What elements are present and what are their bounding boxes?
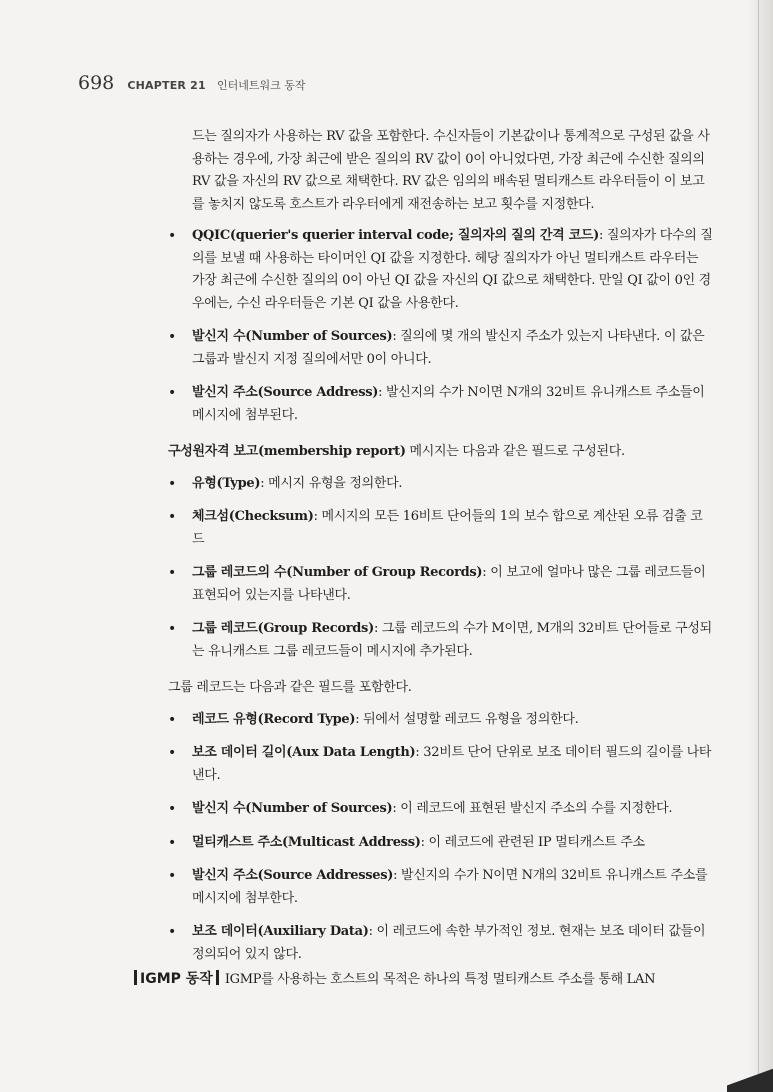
field-desc: : 질의에 몇 개의 발신지 주소가 있는지 나타낸다. 이 값은 그룹과 발신지 지정 질의에서만 0이 아니다. bbox=[192, 329, 705, 367]
field-term: 체크섬(Checksum) bbox=[192, 509, 314, 524]
field-term: 발신지 수(Number of Sources) bbox=[192, 329, 393, 344]
page-edge-line bbox=[758, 0, 759, 1092]
field-desc: : 그룹 레코드의 수가 M이면, M개의 32비트 단어들로 구성되는 유니캐스트 그룹 레코드들이 메시지에 추가된다. bbox=[192, 621, 712, 659]
bullet-icon: • bbox=[168, 509, 177, 525]
group-record-field-list bbox=[168, 709, 714, 967]
bullet-icon: • bbox=[168, 621, 177, 637]
report-intro-text: 메시지는 다음과 같은 필드로 구성된다. bbox=[405, 444, 625, 459]
field-term: 발신지 주소(Source Addresses) bbox=[192, 868, 394, 883]
list-item bbox=[168, 618, 714, 663]
running-header bbox=[78, 72, 305, 102]
field-desc: : 발신지의 수가 N이면 N개의 32비트 유니캐스트 주소들이 메시지에 첨부된다. bbox=[192, 385, 705, 423]
field-desc: : 이 레코드에 관련된 IP 멀티캐스트 주소 bbox=[420, 834, 645, 850]
page-number: 698 bbox=[78, 72, 115, 94]
field-term: 멀티캐스트 주소(Multicast Address) bbox=[192, 834, 421, 850]
bullet-icon: • bbox=[168, 801, 177, 817]
report-term: 구성원자격 보고(membership report) bbox=[168, 444, 406, 459]
query-field-list bbox=[168, 225, 714, 427]
section-text: IGMP를 사용하는 호스트의 목적은 하나의 특정 멀티캐스트 주소를 통해 LAN bbox=[224, 972, 656, 987]
list-item bbox=[168, 921, 714, 966]
chapter-title: 인터네트워크 동작 bbox=[216, 79, 306, 92]
report-intro bbox=[168, 441, 714, 464]
field-term: 발신지 수(Number of Sources) bbox=[192, 801, 393, 816]
field-desc: : 메시지의 모든 16비트 단어들의 1의 보수 합으로 계산된 오류 검출 코드 bbox=[192, 509, 703, 547]
section-bar-right bbox=[216, 970, 219, 985]
bullet-icon: • bbox=[168, 228, 177, 244]
field-desc: : 이 레코드에 속한 부가적인 정보. 현재는 보조 데이터 값들이 정의되어 있지 않다. bbox=[192, 924, 706, 962]
list-item bbox=[168, 473, 714, 496]
field-desc: : 32비트 단어 단위로 보조 데이터 필드의 길이를 나타낸다. bbox=[192, 745, 712, 783]
intro-paragraph: 드는 질의자가 사용하는 RV 값을 포함한다. 수신자들이 기본값이나 통계적으로 구성된 값을 사용하는 경우에, 가장 최근에 받은 질의의 RV 값이 0이 아니었다면, 가장 최근에 수신한 질의의 RV 값을 자신의 RV 값으로 채택한다. RV 값은 임의의 배속된 멀티캐스트 라우터들이 이 보고를 놓치지 않도록 호스트가 라우터에게 재전송하는 보고 횟수를 지정한다. bbox=[192, 129, 710, 212]
field-desc: : 이 보고에 얼마나 많은 그룹 레코드들이 표현되어 있는지를 나타낸다. bbox=[192, 565, 706, 603]
list-item bbox=[168, 225, 714, 315]
list-item bbox=[168, 742, 714, 787]
section-heading: IGMP 동작 bbox=[140, 971, 213, 987]
list-item bbox=[168, 382, 714, 427]
list-item bbox=[168, 709, 714, 732]
list-item bbox=[168, 562, 714, 607]
list-item bbox=[168, 506, 714, 551]
field-term: 보조 데이터 길이(Aux Data Length) bbox=[192, 745, 416, 760]
group-record-intro: 그룹 레코드는 다음과 같은 필드를 포함한다. bbox=[168, 680, 412, 695]
bullet-icon: • bbox=[168, 475, 177, 492]
bullet-icon: • bbox=[168, 385, 177, 401]
field-desc: : 발신지의 수가 N이면 N개의 32비트 유니캐스트 주소를 메시지에 첨부한다. bbox=[192, 868, 708, 906]
field-term: 보조 데이터(Auxiliary Data) bbox=[192, 924, 369, 939]
field-desc: : 뒤에서 설명할 레코드 유형을 정의한다. bbox=[355, 711, 579, 727]
field-term: 레코드 유형(Record Type) bbox=[192, 711, 356, 727]
chapter-label: CHAPTER 21 bbox=[127, 79, 206, 92]
field-term: 그룹 레코드(Group Records) bbox=[192, 621, 374, 636]
list-item bbox=[168, 832, 714, 855]
bullet-icon: • bbox=[168, 745, 177, 761]
field-term: 유형(Type) bbox=[192, 475, 261, 491]
list-item bbox=[168, 326, 714, 371]
bullet-icon: • bbox=[168, 565, 177, 581]
field-desc: : 질의자가 다수의 질의를 보낼 때 사용하는 타이머인 QI 값을 지정한다. 헤당 질의자가 아닌 멀티캐스트 라우터는 가장 최근에 수신한 질의의 0이 아닌 QI 값을 자신의 QI 값으로 채택한다. 만일 QI 값이 0인 경우에는, 수신 라우터들은 기본 QI 값을 사용한다. bbox=[192, 228, 713, 311]
field-desc: : 이 레코드에 표현된 발신지 주소의 수를 지정한다. bbox=[392, 801, 673, 816]
field-term: QQIC(querier's querier interval code; 질의자의 질의 간격 코드) bbox=[192, 228, 599, 243]
section-igmp-operation bbox=[134, 968, 714, 988]
field-term: 발신지 주소(Source Address) bbox=[192, 385, 379, 400]
list-item bbox=[168, 798, 714, 821]
bullet-icon: • bbox=[168, 711, 177, 728]
field-term: 그룹 레코드의 수(Number of Group Records) bbox=[192, 565, 483, 580]
page-edge-shadow bbox=[747, 0, 773, 1092]
section-bar-left bbox=[134, 970, 137, 985]
list-item bbox=[168, 865, 714, 910]
bullet-icon: • bbox=[168, 834, 177, 851]
bullet-icon: • bbox=[168, 329, 177, 345]
corner-mark bbox=[727, 1066, 773, 1092]
field-desc: : 메시지 유형을 정의한다. bbox=[260, 475, 403, 491]
bullet-icon: • bbox=[168, 868, 177, 884]
report-field-list bbox=[168, 473, 714, 664]
page-body bbox=[168, 126, 714, 966]
bullet-icon: • bbox=[168, 924, 177, 940]
